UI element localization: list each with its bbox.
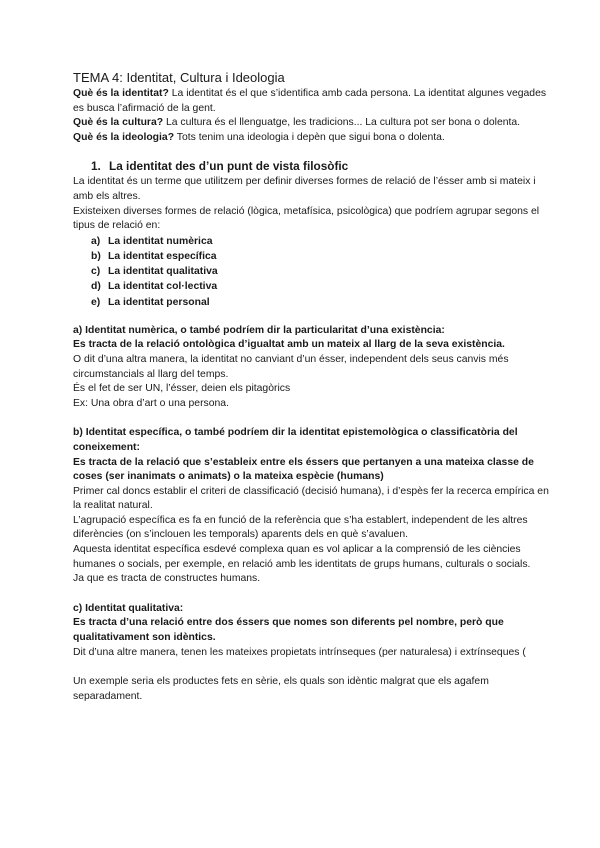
intro-question: Què és la identitat? (73, 88, 169, 99)
subsection-a-definition (73, 338, 553, 353)
intro-question: Què és la ideologia? (73, 131, 175, 143)
list-text: La identitat qualitativa (108, 266, 218, 278)
list-letter: a) (91, 235, 101, 247)
section-1-paragraph: La identitat és un terme que utilitzem per definir diverses formes de relació de l’ésser amb si mateix i amb els altres. (73, 176, 536, 202)
list-text: La identitat personal (108, 296, 210, 308)
intro-question: Què és la cultura? (73, 117, 164, 129)
subsection-b-line: Ja que es tracta de constructes humans. (73, 573, 261, 585)
subsection-b-line: Primer cal doncs establir el criteri de classificació (decisió humana), i d’espès fer la recerca empírica en la realitat natural. (73, 485, 549, 512)
subsection-c-line: Dit d’una altre manera, tenen les mateixes propietats intrínseques (per naturalesa) i extrínseques ( (73, 646, 526, 658)
subsection-c-line: Un exemple seria els productes fets en sèrie, els quals son idèntic malgrat que els agafem separadament. (73, 676, 489, 702)
subsection-b-definition (73, 456, 553, 485)
section-title: La identitat des d’un punt de vista filosòfic (109, 159, 349, 174)
list-item (91, 234, 553, 249)
list-item (91, 295, 553, 310)
subsection-a-line: Ex: Una obra d’art o una persona. (73, 397, 229, 409)
subsection-c-bold: Es tracta d’una relació entre dos éssers que nomes son diferents pel nombre, però que qualitativament son idèntics. (73, 617, 504, 644)
document-page (73, 70, 553, 704)
intro-answer: La identitat és el que s’identifica amb cada persona. La identitat algunes vegades es busca l’afirmació de la gent. (73, 88, 547, 114)
subsection-b-line: L’agrupació específica es fa en funció de la referència que s’ha establert, independent de les altres diferències (on s’inclouen les temporals) aparents dels en què s’avaluen. (73, 514, 528, 541)
identity-types-list (91, 234, 553, 310)
list-letter: d) (91, 281, 101, 293)
intro-ideologia (73, 131, 553, 146)
intro-answer: La cultura és el llenguatge, les tradicions... La cultura pot ser bona o dolenta. (163, 117, 521, 129)
subsection-a-line: O dit d’una altra manera, la identitat no canviant d’un ésser, independent dels seus canvis més circumstancials al llarg del temps. (73, 353, 509, 380)
section-1-heading (91, 159, 553, 173)
subsection-c-definition (73, 616, 553, 645)
subsection-a-heading (73, 324, 553, 339)
subsection-b-heading (73, 426, 553, 455)
subsection-c-title: c) Identitat qualitativa: (73, 602, 184, 614)
subsection-a-line: És el fet de ser UN, l’ésser, deien els pitagòrics (73, 383, 291, 395)
subsection-b-title: b) Identitat específica, o també podríem dir la identitat epistemològica o classificatòria del coneixement: (73, 427, 518, 453)
subsection-a-bold: Es tracta de la relació ontològica d’igualtat amb un mateix al llarg de la seva existència. (73, 339, 505, 351)
intro-answer: Tots tenim una ideologia i depèn que sigui bona o dolenta. (174, 131, 445, 143)
intro-identitat (73, 87, 553, 116)
list-item (91, 279, 553, 294)
subsection-c-heading (73, 602, 553, 617)
document-title: TEMA 4: Identitat, Cultura i Ideologia (73, 70, 285, 85)
list-letter: c) (91, 266, 101, 278)
subsection-a-title: a) Identitat numèrica, o també podríem dir la particularitat d’una existència: (73, 324, 445, 336)
list-item (91, 249, 553, 264)
subsection-b-line: Aquesta identitat específica esdevé complexa quan es vol aplicar a la comprensió de les ciències humanes o socials, per exemple, en relació amb les identitats de grups humans, culturals o socials. (73, 544, 531, 570)
section-1-paragraph: Existeixen diverses formes de relació (lògica, metafísica, psicològica) que podríem agrupar segons el tipus de relació en: (73, 205, 540, 232)
section-number: 1. (91, 159, 101, 174)
list-text: La identitat específica (108, 250, 217, 262)
intro-cultura (73, 116, 553, 131)
list-text: La identitat numèrica (108, 235, 213, 247)
list-letter: e) (91, 296, 101, 308)
subsection-b-bold: Es tracta de la relació que s’estableix entre els éssers que pertanyen a una mateixa classe de coses (ser inanimats o animats) o la mateixa espècie (humans) (73, 456, 534, 483)
list-letter: b) (91, 250, 101, 262)
list-item (91, 264, 553, 279)
list-text: La identitat col·lectiva (108, 281, 218, 293)
